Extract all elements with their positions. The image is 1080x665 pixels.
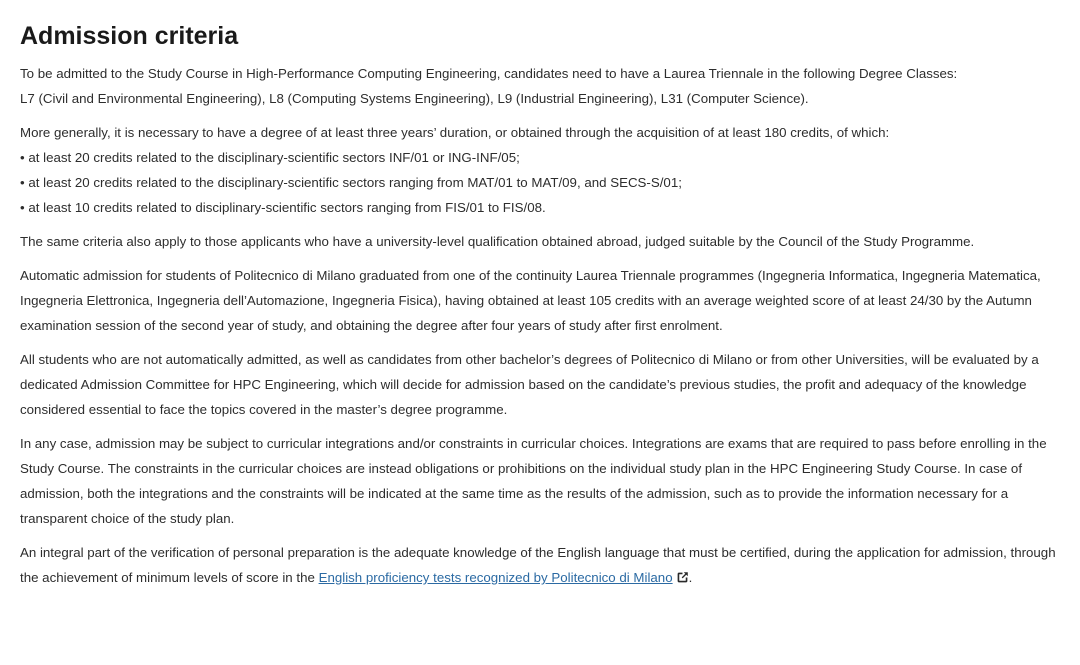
credits-bullet-inf: • at least 20 credits related to the disciplinary-scientific sectors INF/01 or ING-INF/05; [20,150,520,165]
credits-intro: More generally, it is necessary to have a degree of at least three years’ duration, or obtained through the acquisition of at least 180 credits, of which: [20,125,890,140]
automatic-admission-paragraph: Automatic admission for students of Politecnico di Milano graduated from one of the continuity Laurea Triennale programmes (Ingegneria Informatica, Ingegneria Matematica, Ingegneria Elettronica, Ingegneria dell’Automazione, Ingegneria Fisica), having obtained at least 105 credits with an average weighted score of at least 24/30 by the Autumn examination session of the second year of study, and obtaining the degree after four years of study after first enrolment. [20,268,1041,333]
credits-requirements-paragraph [20,120,1068,220]
curricular-integrations-paragraph: In any case, admission may be subject to curricular integrations and/or constraints in curricular choices. Integrations are exams that are required to pass before enrolling in the Study Course. The constraints in the curricular choices are instead obligations or prohibitions on the individual study plan in the HPC Engineering Study Course. In case of admission, both the integrations and the constraints will be indicated at the same time as the results of the admission, such as to provide the information necessary for a transparent choice of the study plan. [20,436,1047,526]
foreign-qualification-paragraph: The same criteria also apply to those applicants who have a university-level qualification obtained abroad, judged suitable by the Council of the Study Programme. [20,234,975,249]
credits-bullet-fis: • at least 10 credits related to disciplinary-scientific sectors ranging from FIS/01 to FIS/08. [20,200,546,215]
main-content [20,20,1068,599]
degree-classes-line-2: L7 (Civil and Environmental Engineering), L8 (Computing Systems Engineering), L9 (Industrial Engineering), L31 (Computer Science). [20,91,809,106]
english-requirement-text: An integral part of the verification of personal preparation is the adequate knowledge of the English language that must be certified, during the application for admission, through the achievement of minimum levels of score in the [20,545,1056,585]
external-link-icon[interactable] [676,567,689,580]
page-title: Admission criteria [20,22,239,50]
english-requirement-period: . [688,570,693,585]
credits-bullet-mat: • at least 20 credits related to the disciplinary-scientific sectors ranging from MAT/01 to MAT/09, and SECS-S/01; [20,175,682,190]
english-tests-link[interactable]: English proficiency tests recognized by Politecnico di Milano [318,570,673,585]
degree-classes-line-1: To be admitted to the Study Course in High-Performance Computing Engineering, candidates need to have a Laurea Triennale in the following Degree Classes: [20,66,958,81]
english-requirement-paragraph [20,540,1068,590]
committee-evaluation-paragraph: All students who are not automatically admitted, as well as candidates from other bachelor’s degrees of Politecnico di Milano or from other Universities, will be evaluated by a dedicated Admission Committee for HPC Engineering, which will decide for admission based on the candidate’s previous studies, the profit and adequacy of the knowledge considered essential to face the topics covered in the master’s degree programme. [20,352,1039,417]
degree-classes-paragraph [20,61,1068,111]
